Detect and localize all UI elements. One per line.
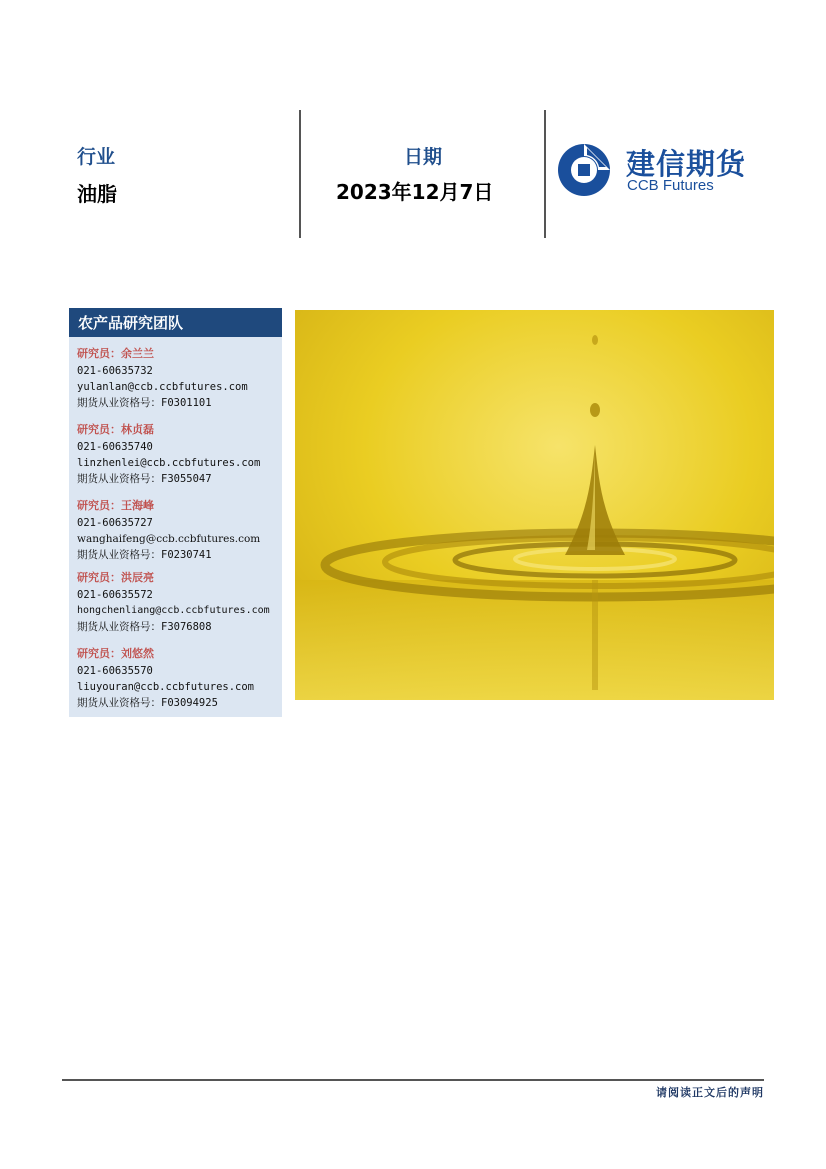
researcher-name: 研究员：余兰兰 bbox=[77, 347, 154, 360]
industry-label: 行业 bbox=[77, 146, 116, 168]
researcher-phone: 021-60635732 bbox=[77, 365, 153, 377]
researcher-license: 期货从业资格号：F0301101 bbox=[77, 397, 212, 409]
footer-disclaimer: 请阅读正文后的声明 bbox=[656, 1086, 764, 1099]
footer-divider bbox=[62, 1079, 764, 1081]
research-team-panel bbox=[69, 308, 282, 717]
researcher-card bbox=[77, 421, 282, 487]
researcher-card bbox=[77, 569, 282, 635]
ccb-futures-logo-icon bbox=[556, 142, 612, 198]
logo-name-cn: 建信期货 bbox=[626, 147, 747, 181]
researcher-license: 期货从业资格号：F03094925 bbox=[77, 697, 218, 709]
researcher-card bbox=[77, 645, 282, 711]
oil-droplet-illustration bbox=[295, 310, 774, 700]
researcher-license: 期货从业资格号：F3055047 bbox=[77, 473, 212, 485]
researcher-email[interactable]: linzhenlei@ccb.ccbfutures.com bbox=[77, 457, 261, 469]
researcher-name: 研究员：林贞磊 bbox=[77, 423, 154, 436]
researcher-phone: 021-60635570 bbox=[77, 665, 153, 677]
researcher-email[interactable]: yulanlan@ccb.ccbfutures.com bbox=[77, 381, 248, 393]
researcher-phone: 021-60635740 bbox=[77, 441, 153, 453]
oil-droplet-image bbox=[295, 310, 774, 700]
date-value: 2023年12月7日 bbox=[336, 180, 494, 204]
researcher-license: 期货从业资格号：F3076808 bbox=[77, 621, 212, 633]
researcher-name: 研究员：洪辰亮 bbox=[77, 571, 154, 584]
header-divider bbox=[299, 110, 301, 238]
ccb-futures-logo bbox=[556, 140, 776, 200]
researcher-email[interactable]: liuyouran@ccb.ccbfutures.com bbox=[77, 681, 255, 693]
researcher-phone: 021-60635727 bbox=[77, 517, 153, 529]
date-label: 日期 bbox=[404, 146, 443, 168]
team-title: 农产品研究团队 bbox=[69, 308, 282, 337]
researcher-email[interactable]: wanghaifeng@ccb.ccbfutures.com bbox=[77, 533, 261, 545]
researcher-license: 期货从业资格号：F0230741 bbox=[77, 549, 212, 561]
researcher-name: 研究员：刘悠然 bbox=[77, 647, 154, 660]
logo-name-en: CCB Futures bbox=[627, 177, 714, 194]
researcher-name: 研究员：王海峰 bbox=[77, 499, 154, 512]
researcher-card bbox=[77, 497, 282, 563]
industry-value: 油脂 bbox=[77, 182, 117, 206]
researcher-email[interactable]: hongchenliang@ccb.ccbfutures.com bbox=[77, 605, 270, 616]
researcher-phone: 021-60635572 bbox=[77, 589, 153, 601]
header-divider bbox=[544, 110, 546, 238]
researcher-card bbox=[77, 345, 282, 411]
